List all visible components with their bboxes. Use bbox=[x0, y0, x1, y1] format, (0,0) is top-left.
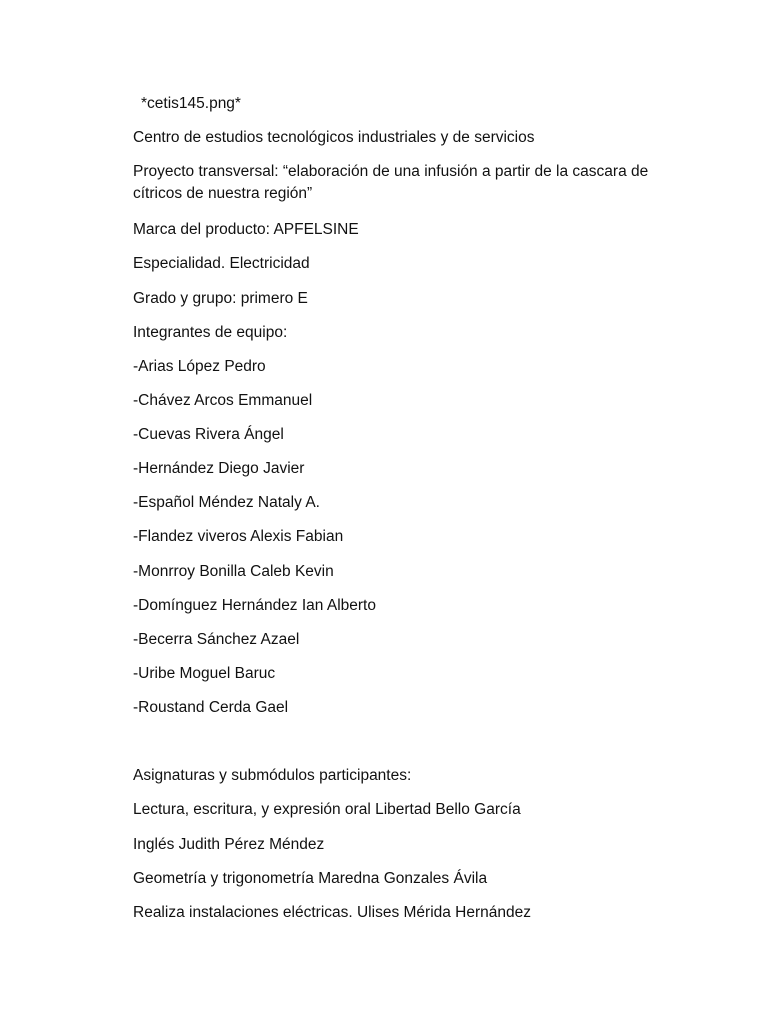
subject-item: Lectura, escritura, y expresión oral Libertad Bello García bbox=[133, 801, 521, 818]
product-brand: Marca del producto: APFELSINE bbox=[133, 221, 359, 238]
members-heading: Integrantes de equipo: bbox=[133, 324, 288, 341]
member-item: -Roustand Cerda Gael bbox=[133, 699, 289, 716]
member-item: -Arias López Pedro bbox=[133, 358, 266, 375]
member-item: -Chávez Arcos Emmanuel bbox=[133, 392, 313, 409]
member-item: -Uribe Moguel Baruc bbox=[133, 665, 276, 682]
image-placeholder-text: *cetis145.png* bbox=[141, 95, 241, 112]
member-item: -Cuevas Rivera Ángel bbox=[133, 426, 284, 443]
subject-item: Inglés Judith Pérez Méndez bbox=[133, 836, 325, 853]
member-item: -Becerra Sánchez Azael bbox=[133, 631, 300, 648]
subjects-heading: Asignaturas y submódulos participantes: bbox=[133, 767, 412, 784]
specialty: Especialidad. Electricidad bbox=[133, 255, 310, 272]
member-item: -Español Méndez Nataly A. bbox=[133, 494, 320, 511]
grade-group: Grado y grupo: primero E bbox=[133, 290, 308, 307]
school-name: Centro de estudios tecnológicos industriales y de servicios bbox=[133, 129, 535, 146]
member-item: -Monrroy Bonilla Caleb Kevin bbox=[133, 563, 334, 580]
member-item: -Flandez viveros Alexis Fabian bbox=[133, 528, 344, 545]
subject-item: Realiza instalaciones eléctricas. Ulises Mérida Hernández bbox=[133, 904, 532, 921]
subject-item: Geometría y trigonometría Maredna Gonzales Ávila bbox=[133, 870, 488, 887]
project-title: Proyecto transversal: “elaboración de una infusión a partir de la cascara de cítricos de nuestra región” bbox=[133, 163, 649, 202]
member-item: -Domínguez Hernández Ian Alberto bbox=[133, 597, 376, 614]
member-item: -Hernández Diego Javier bbox=[133, 460, 305, 477]
